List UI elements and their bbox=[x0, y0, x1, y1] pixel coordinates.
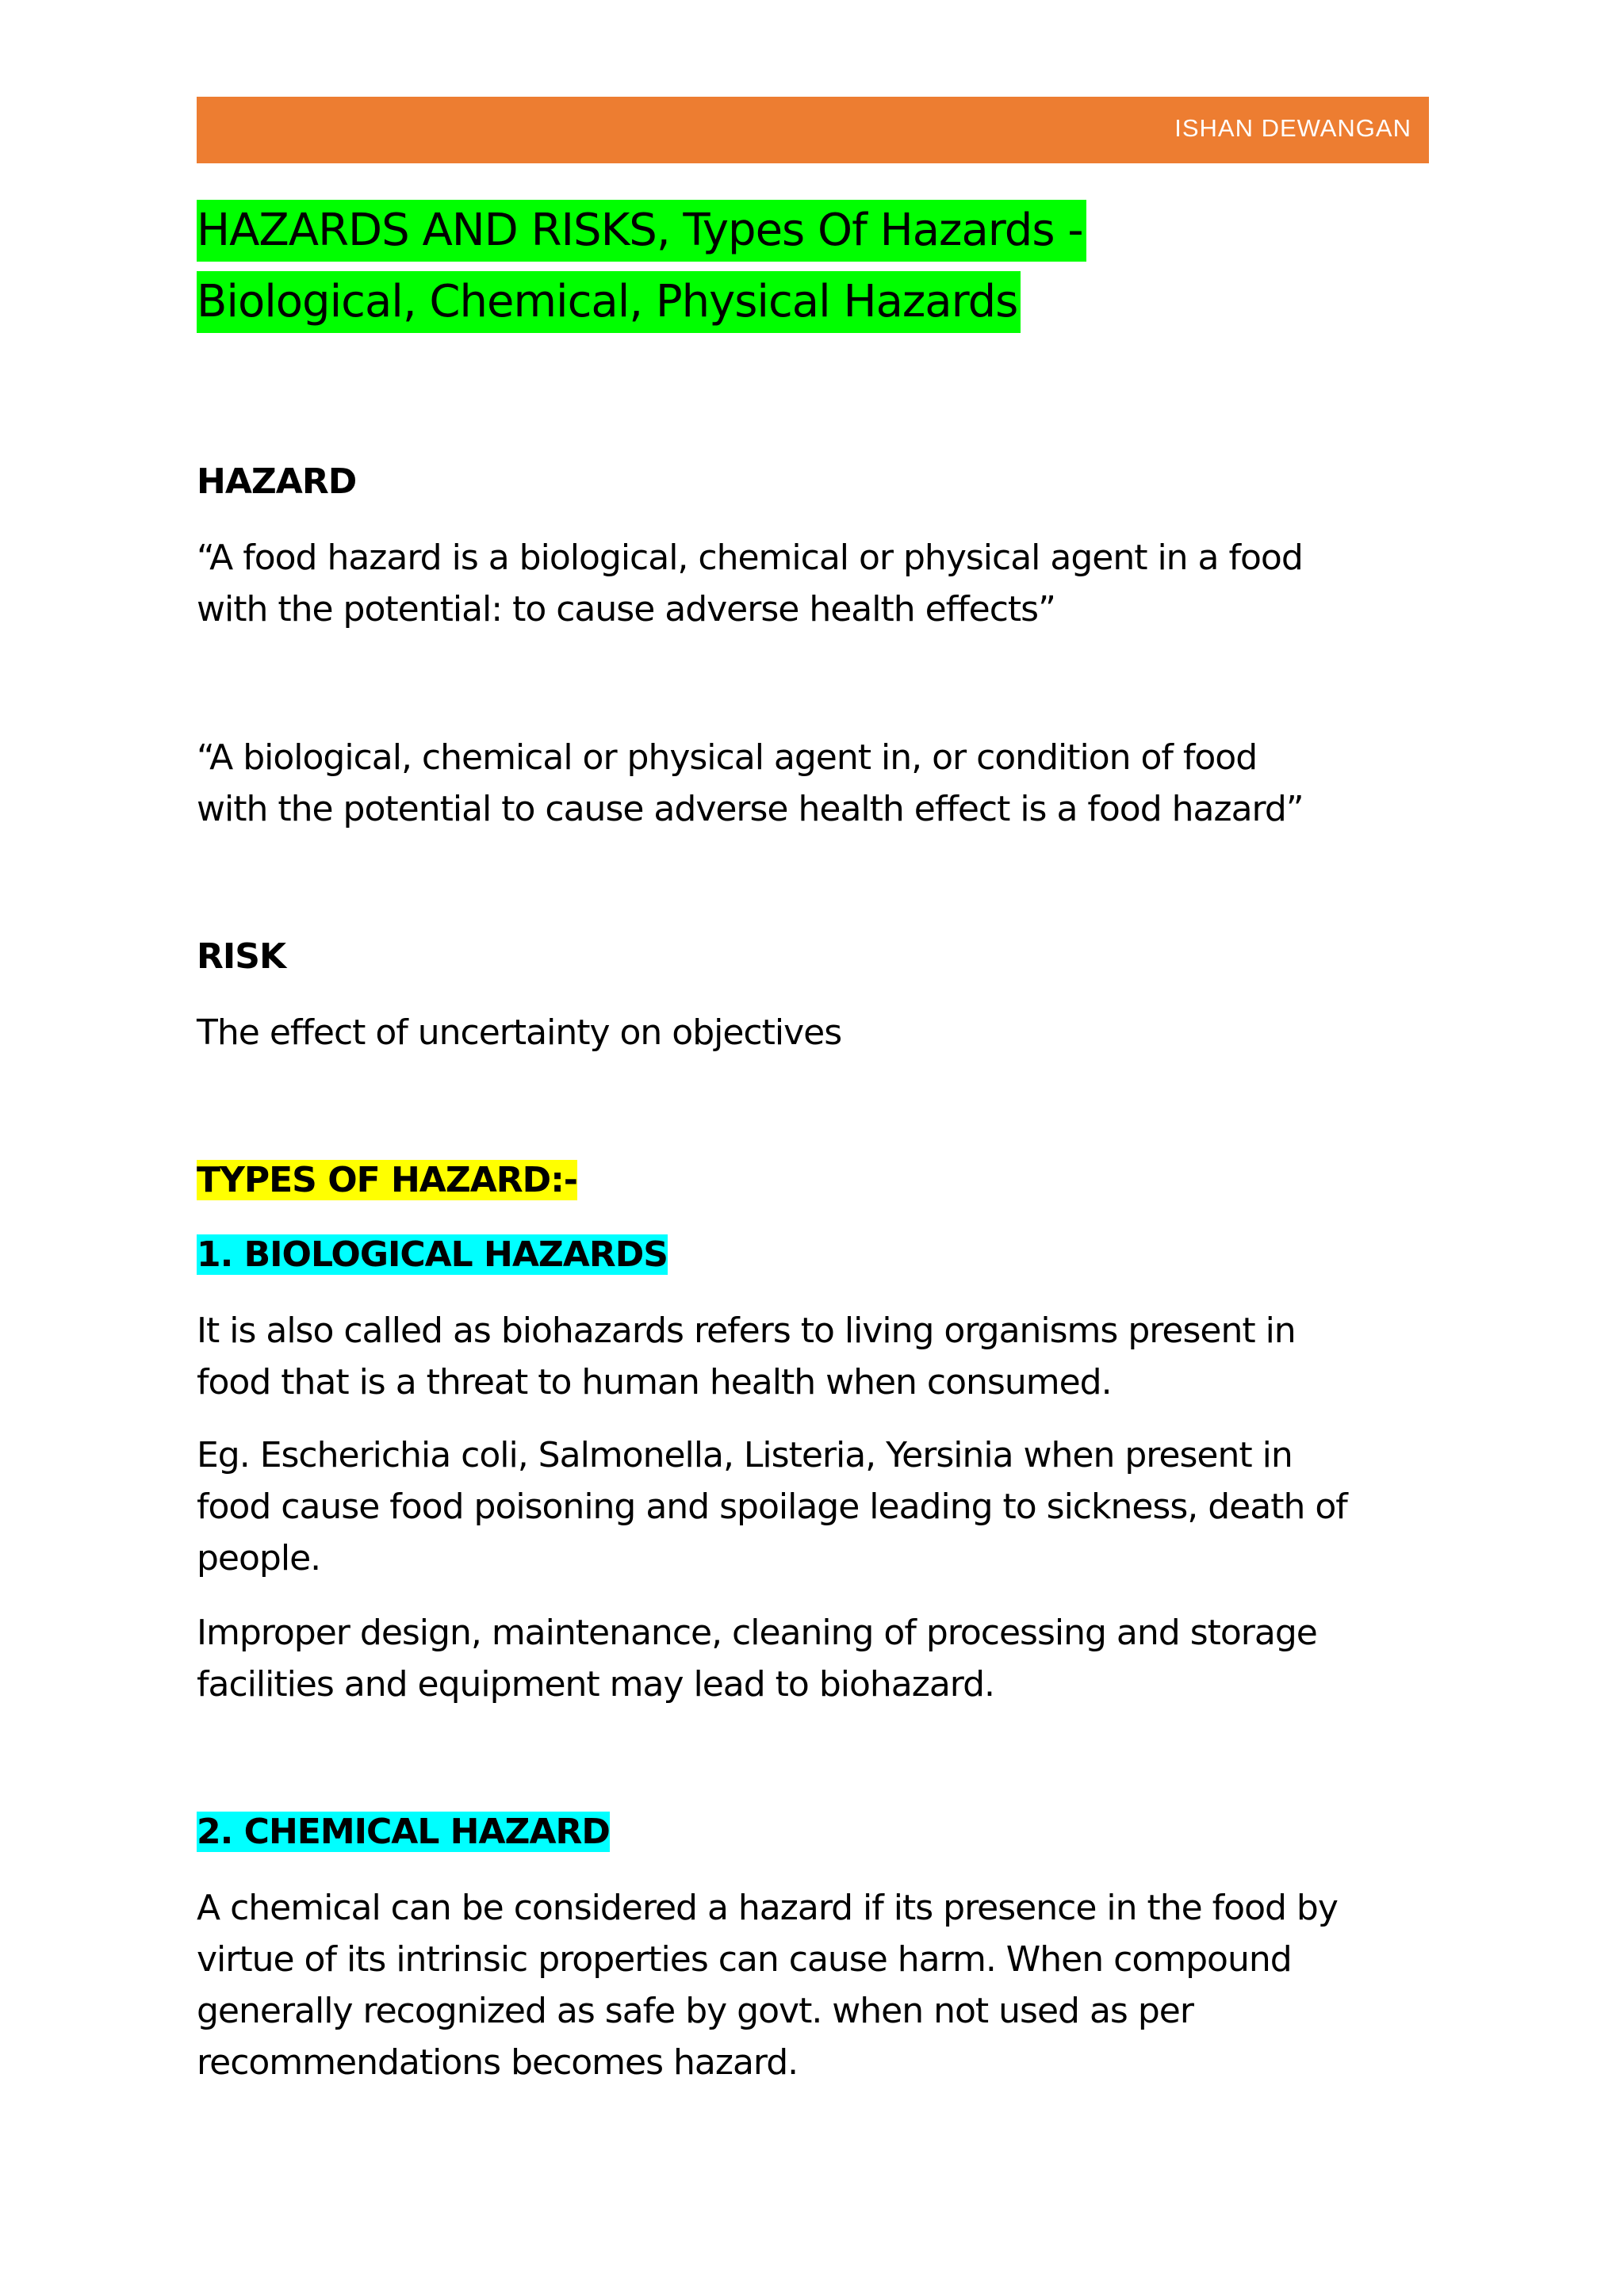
biological-paragraph-1 bbox=[197, 1305, 1465, 1408]
text-line: generally recognized as safe by govt. when not used as per bbox=[197, 1991, 1193, 2031]
text-line: food cause food poisoning and spoilage leading to sickness, death of bbox=[197, 1487, 1347, 1527]
biological-hazards-heading bbox=[197, 1230, 668, 1280]
text-line: food that is a threat to human health when consumed. bbox=[197, 1362, 1112, 1402]
header-bar bbox=[197, 97, 1429, 163]
hazard-heading: HAZARD bbox=[197, 461, 357, 502]
text-line: Eg. Escherichia coli, Salmonella, Listeria, Yersinia when present in bbox=[197, 1435, 1293, 1475]
text-line: with the potential to cause adverse health effect is a food hazard” bbox=[197, 789, 1304, 829]
risk-heading: RISK bbox=[197, 936, 286, 977]
document-title-line-2: Biological, Chemical, Physical Hazards bbox=[197, 271, 1021, 333]
chemical-paragraph-1 bbox=[197, 1882, 1465, 2088]
types-of-hazard-heading bbox=[197, 1156, 577, 1205]
text-line: It is also called as biohazards refers to living organisms present in bbox=[197, 1311, 1296, 1351]
biological-paragraph-3 bbox=[197, 1607, 1465, 1710]
biological-hazards-highlight: 1. BIOLOGICAL HAZARDS bbox=[197, 1234, 668, 1275]
text-line: virtue of its intrinsic properties can cause harm. When compound bbox=[197, 1939, 1292, 1980]
chemical-hazard-heading bbox=[197, 1808, 610, 1857]
text-line: people. bbox=[197, 1538, 321, 1578]
text-line: “A food hazard is a biological, chemical or physical agent in a food bbox=[197, 538, 1303, 578]
types-of-hazard-highlight: TYPES OF HAZARD:- bbox=[197, 1160, 578, 1200]
header-author: ISHAN DEWANGAN bbox=[1174, 114, 1411, 142]
hazard-definition-1 bbox=[197, 532, 1465, 635]
document-title-line-1: HAZARDS AND RISKS, Types Of Hazards - bbox=[197, 200, 1086, 262]
text-line: “A biological, chemical or physical agent in, or condition of food bbox=[197, 737, 1258, 778]
risk-definition bbox=[197, 1007, 1465, 1058]
text-line: recommendations becomes hazard. bbox=[197, 2042, 799, 2083]
text-line: A chemical can be considered a hazard if its presence in the food by bbox=[197, 1888, 1338, 1928]
text-line: facilities and equipment may lead to biohazard. bbox=[197, 1664, 995, 1705]
hazard-definition-2 bbox=[197, 732, 1465, 835]
text-line: with the potential: to cause adverse health effects” bbox=[197, 589, 1055, 629]
chemical-hazard-highlight: 2. CHEMICAL HAZARD bbox=[197, 1812, 610, 1852]
biological-paragraph-2 bbox=[197, 1429, 1465, 1584]
text-line: Improper design, maintenance, cleaning of processing and storage bbox=[197, 1613, 1317, 1653]
text-line: The effect of uncertainty on objectives bbox=[197, 1012, 842, 1053]
